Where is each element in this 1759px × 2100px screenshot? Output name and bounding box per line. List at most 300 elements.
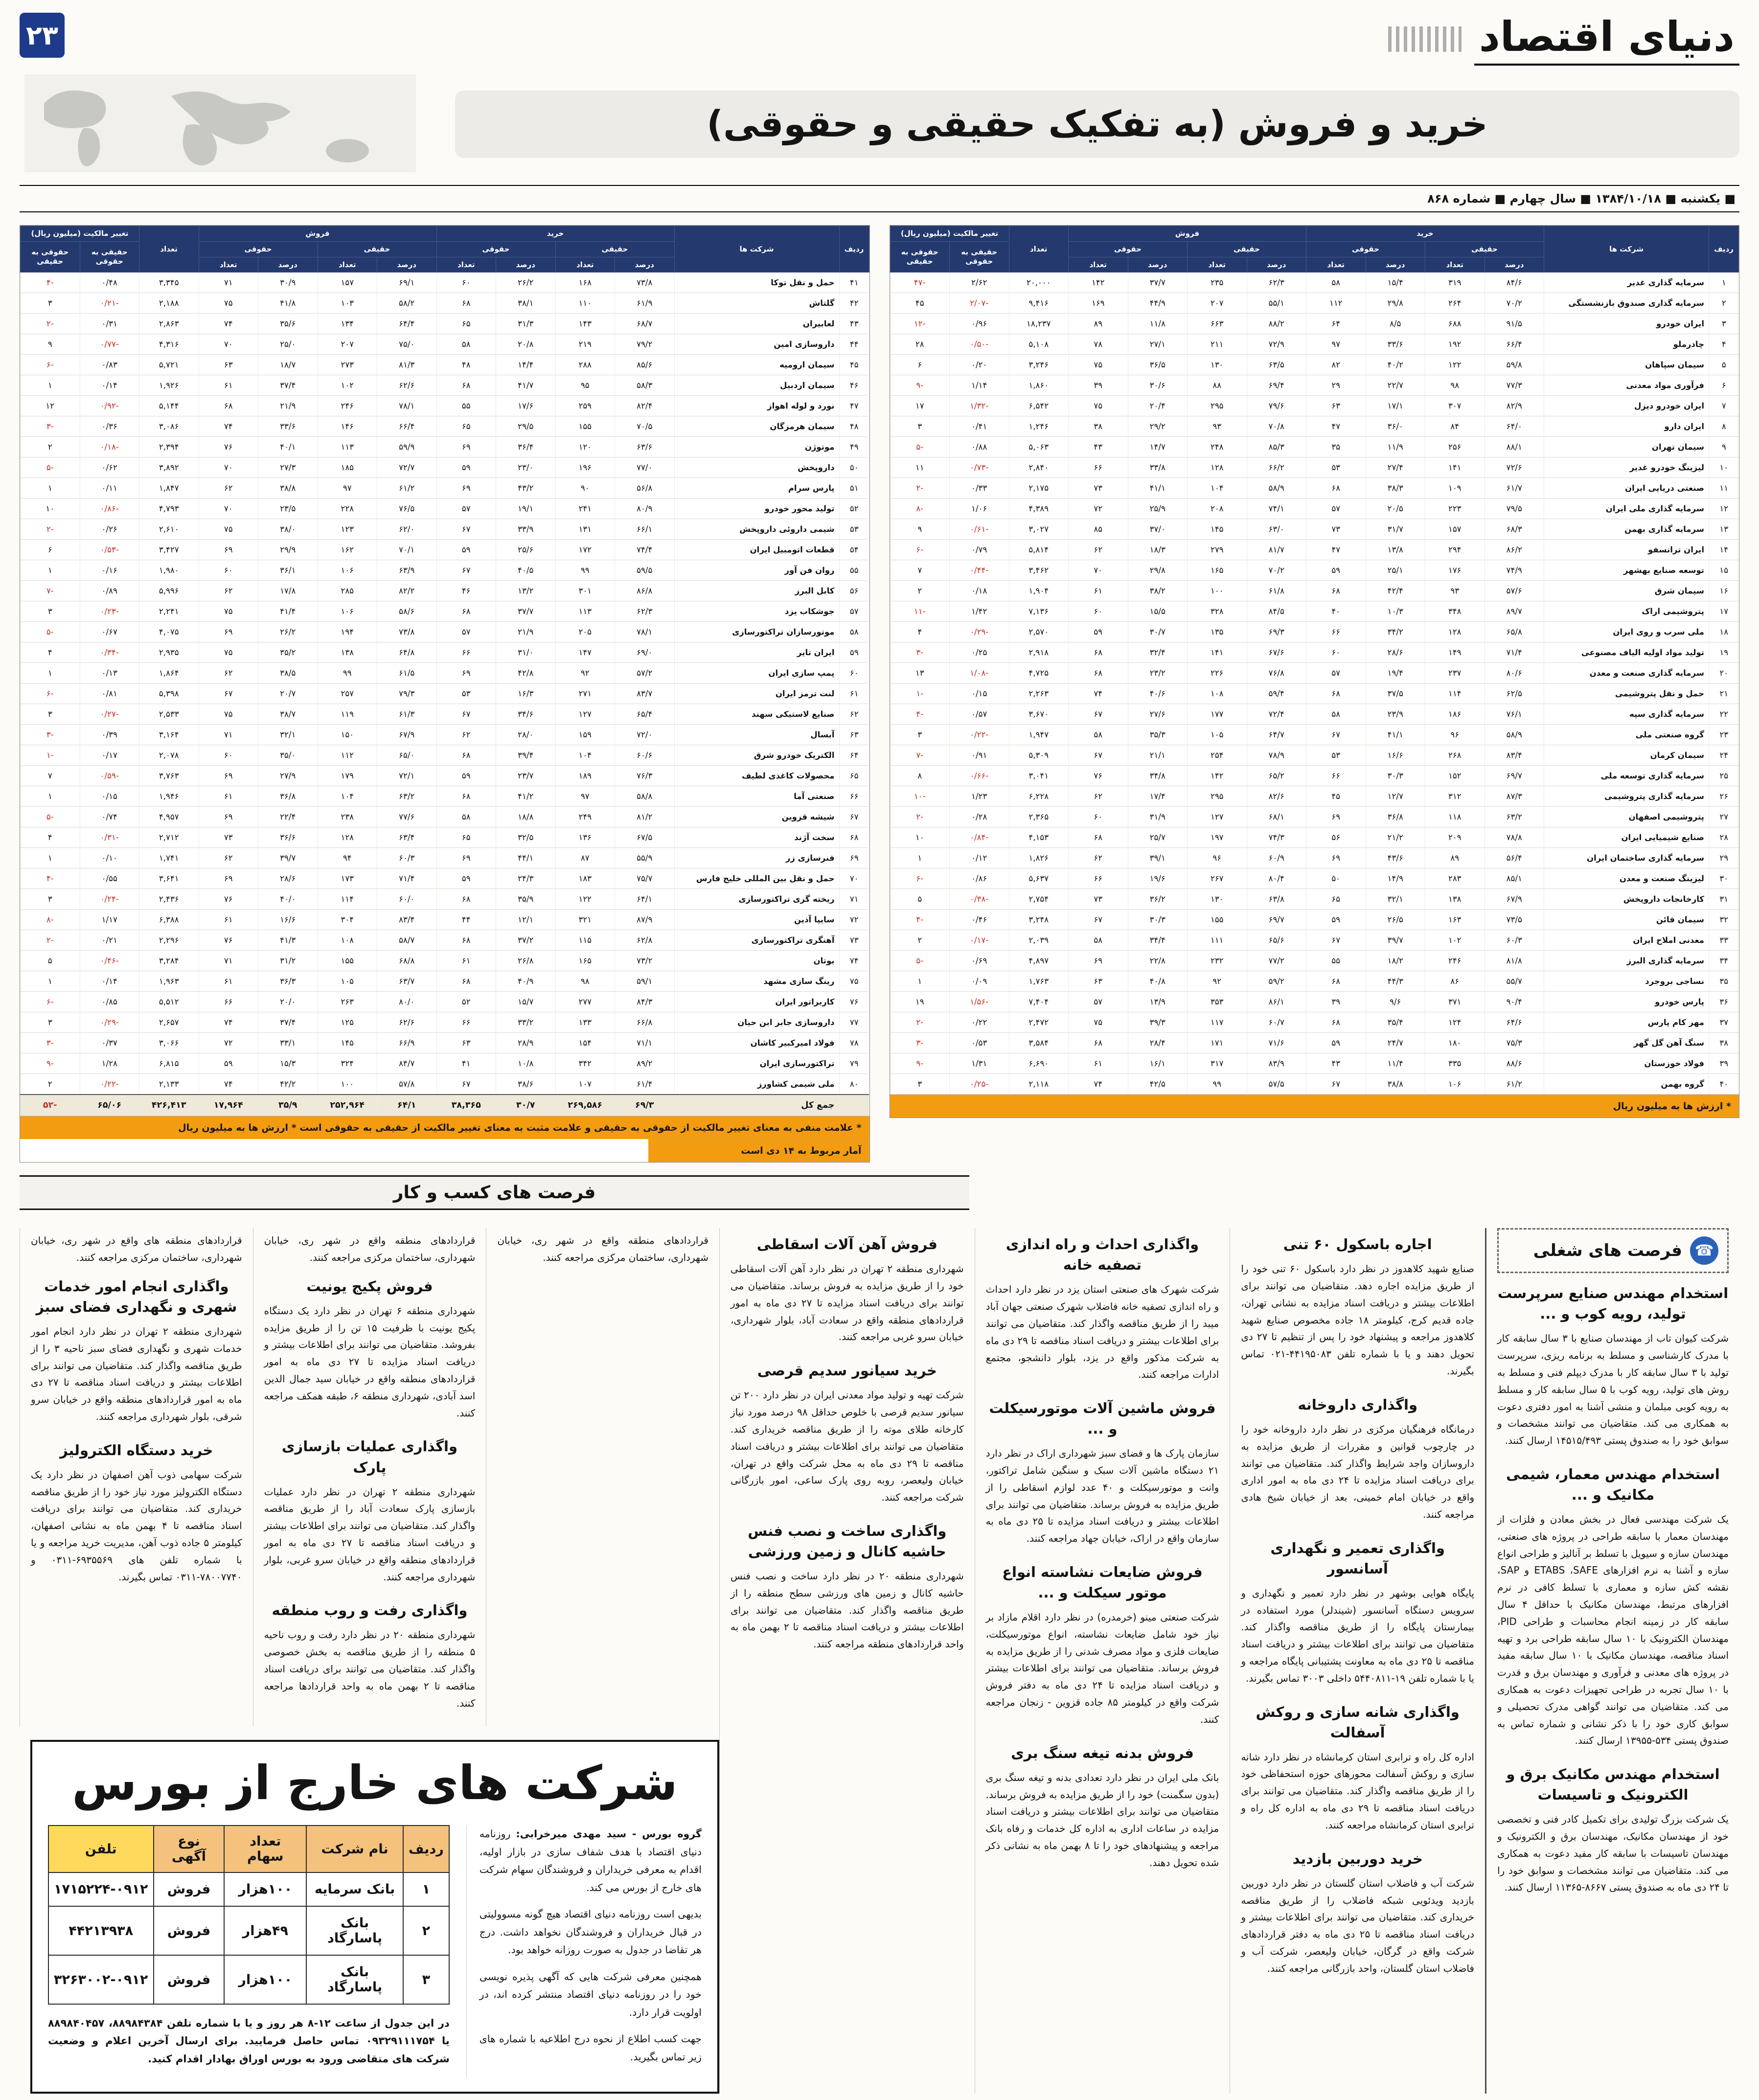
value-cell: ۳,۰۸۶ — [139, 416, 199, 437]
value-cell: فروش — [154, 1955, 225, 2004]
value-cell: ۰/۷۴ — [80, 807, 139, 827]
value-cell: ۵۷ — [839, 601, 869, 622]
value-cell: ۶۸/۱ — [1247, 807, 1306, 827]
value-cell: ۹۲ — [1188, 971, 1247, 992]
company-cell: سخت آژند — [674, 827, 839, 848]
ad-column — [1230, 1228, 1485, 2093]
table-row — [890, 437, 1739, 457]
value-cell: ۵,۳۰۹ — [1009, 745, 1069, 766]
value-cell: ۵۹ — [436, 868, 496, 889]
value-cell: ۲۹/۲ — [1128, 416, 1188, 437]
value-cell: ۱۶/۶ — [258, 910, 318, 930]
table-row — [890, 663, 1739, 684]
value-cell: ۲۴۹ — [555, 807, 615, 827]
value-cell: ۶۲ — [199, 478, 258, 499]
value-cell: ۶۹/۱ — [377, 273, 437, 293]
value-cell: -۲ — [21, 930, 80, 951]
value-cell: ۷۸ — [1069, 334, 1128, 355]
value-cell: ۵۶ — [839, 581, 869, 601]
value-cell: -۵ — [890, 951, 950, 971]
value-cell: ۵۹/۸ — [1485, 355, 1544, 375]
value-cell: ۶۷ — [1069, 704, 1128, 725]
value-cell: ۱,۷۶۳ — [1009, 971, 1069, 992]
value-cell: ۶۰/۰ — [377, 889, 437, 910]
value-cell: ۶,۸۱۵ — [139, 1053, 199, 1074]
column-header: ردیف — [839, 226, 869, 273]
value-cell: ۲۸/۰ — [496, 725, 556, 745]
value-cell: -۵ — [21, 807, 80, 827]
value-cell: ۴ — [890, 622, 950, 642]
value-cell: ۱۳۴ — [318, 314, 377, 334]
column-header: تغییر مالکیت (میلیون ریال) — [21, 226, 139, 242]
value-cell: ۱۶۳ — [1425, 910, 1485, 930]
value-cell: ۰/۸۵ — [80, 992, 139, 1012]
value-cell: ۳۰/۷ — [1128, 622, 1188, 642]
value-cell: ۱۵۵ — [318, 951, 377, 971]
column-header: تعداد — [436, 257, 496, 273]
value-cell: ۲۳۷ — [1425, 663, 1485, 684]
table-row — [890, 684, 1739, 704]
value-cell: ۶۶۳ — [1188, 314, 1247, 334]
value-cell: ۱۵۴ — [555, 1033, 615, 1053]
value-cell: ۵۷/۶ — [1485, 581, 1544, 601]
value-cell: ۱۳۰ — [1188, 889, 1247, 910]
value-cell: ۶,۳۸۸ — [139, 910, 199, 930]
value-cell: ۱۵۷ — [318, 273, 377, 293]
value-cell: ۶۳/۹ — [377, 560, 437, 581]
value-cell: ۲,۰۳۹ — [1009, 930, 1069, 951]
value-cell: ۶۳/۶ — [615, 437, 675, 457]
value-cell: ۱۷۱۵۲۲۴-۰۹۱۲ — [48, 1872, 154, 1906]
job-ad — [1497, 1464, 1729, 1749]
value-cell: ۰/۵۳ — [950, 1033, 1009, 1053]
ad-body: بانک ملی ایران در نظر دارد تعدادی بدنه و تیغه سنگ بری (بدون سگمنت) خود را از طریق مزایده به فروش برساند. متقاضیان می توانند برای اطلاعات بیشتر و دریافت اسناد مزایده در ساعات اداری به اداره کل خدمات و رفاه بانک مراجعه و پیشنهادهای خود را تا ۸ بهمن ماه به نشانی ذکر شده تحویل دهند. — [985, 1771, 1219, 1869]
value-cell: ۶۹ — [1069, 951, 1128, 971]
value-cell: ۲۶۷ — [1188, 868, 1247, 889]
value-cell: ۴۵ — [839, 355, 869, 375]
value-cell: ۳۳/۲ — [496, 1012, 556, 1033]
value-cell: ۳۶/۴ — [496, 437, 556, 457]
value-cell: ۳,۲۸۴ — [139, 951, 199, 971]
value-cell: ۲ — [890, 930, 950, 951]
value-cell: -۰/۸۴ — [950, 827, 1009, 848]
company-cell: سرمایه گذاری صندوق بازنشستگی — [1544, 293, 1709, 314]
value-cell: فروش — [154, 1872, 225, 1906]
value-cell: ۷۴/۱ — [1247, 499, 1306, 519]
value-cell: ۱۹۲ — [1425, 334, 1485, 355]
value-cell: ۱۴۹ — [1425, 642, 1485, 663]
ad-body: یک شرکت بزرگ تولیدی برای تکمیل کادر فنی و تخصصی خود از مهندسان مکانیک، مهندسان برق و الکترونیک و مهندسان تاسیسات با سابقه کار مفید دعوت به همکاری می کند. متقاضیان می توانند مشخصات و سوابق خود را تا ۲۴ دی ماه به صندوق پستی ۸۶۶۷-۱۱۳۶۵ ارسال کنند. — [1497, 1813, 1729, 1894]
value-cell: ۴۰ — [1306, 601, 1366, 622]
value-cell: ۵ — [21, 951, 80, 971]
value-cell: ۰/۳۶ — [80, 416, 139, 437]
value-cell: ۱۲۴ — [1425, 1012, 1485, 1033]
value-cell: ۲۷۷ — [555, 992, 615, 1012]
value-cell: ۷۵/۰ — [377, 334, 437, 355]
value-cell: ۳,۳۴۵ — [139, 273, 199, 293]
value-cell: ۵۸/۳ — [615, 375, 675, 396]
table-row — [21, 971, 869, 992]
value-cell: ۲,۸۴۰ — [1009, 457, 1069, 478]
value-cell: ۵ — [1709, 355, 1739, 375]
value-cell: ۲۰/۰ — [258, 992, 318, 1012]
value-cell: ۶۸/۸ — [377, 951, 437, 971]
value-cell: ۲۰۹ — [1425, 827, 1485, 848]
value-cell: ۳۳ — [1709, 930, 1739, 951]
value-cell: ۲۴۶ — [1425, 951, 1485, 971]
value-cell: -۸ — [890, 499, 950, 519]
value-cell: ۰/۱۱ — [80, 478, 139, 499]
value-cell: ۶۴/۸ — [377, 642, 437, 663]
company-cell: تولید محور خودرو — [674, 499, 839, 519]
value-cell: -۰/۲۵ — [950, 1074, 1009, 1095]
value-cell: ۳,۷۶۳ — [139, 766, 199, 786]
table-totals — [21, 1095, 869, 1116]
value-cell: ۶۳/۰ — [1247, 519, 1306, 540]
value-cell: ۴۹ — [839, 437, 869, 457]
bourse-headline: شرکت های خارج از بورس — [72, 1756, 678, 1811]
value-cell: ۹۷ — [318, 478, 377, 499]
value-cell: ۷۳/۸ — [615, 273, 675, 293]
column-header: حقیقی به حقوقی — [950, 241, 1009, 273]
value-cell: ۶۸ — [436, 601, 496, 622]
value-cell: ۱ — [1709, 273, 1739, 293]
value-cell: ۹۳ — [1188, 416, 1247, 437]
value-cell: ۵۷ — [1306, 499, 1366, 519]
value-cell: ۱,۸۶۴ — [139, 663, 199, 684]
table-row — [890, 622, 1739, 642]
company-cell: سیمان شرق — [1544, 581, 1709, 601]
value-cell: ۵۷/۸ — [377, 1074, 437, 1095]
classified-ad — [264, 1600, 476, 1712]
value-cell: ۳۶/۸ — [258, 786, 318, 807]
value-cell: ۶۶ — [436, 642, 496, 663]
value-cell: ۱۱۲ — [1306, 293, 1366, 314]
company-cell: پمپ سازی ایران — [674, 663, 839, 684]
value-cell: ۶۲/۳ — [1247, 273, 1306, 293]
company-cell: صنایع لاستیکی سهند — [674, 704, 839, 725]
value-cell: ۴۰/۵ — [496, 560, 556, 581]
value-cell: ۴۱/۸ — [258, 293, 318, 314]
value-cell: -۳ — [21, 725, 80, 745]
value-cell: ۷۶ — [1069, 766, 1128, 786]
value-cell: ۷۰/۲ — [1485, 293, 1544, 314]
company-cell: سرمایه گذاری ملی ایران — [1544, 499, 1709, 519]
value-cell: -۱/۵۶ — [950, 992, 1009, 1012]
value-cell: ۶۱/۲ — [377, 478, 437, 499]
column-header: خرید — [1306, 226, 1544, 242]
value-cell: ۱۰۵ — [318, 971, 377, 992]
value-cell: ۸۱/۸ — [1485, 951, 1544, 971]
value-cell: ۶۱/۸ — [1247, 581, 1306, 601]
value-cell: ۲۰۸ — [1188, 499, 1247, 519]
value-cell: ۹۱/۵ — [1485, 314, 1544, 334]
value-cell: ۶۰/۳ — [377, 848, 437, 868]
company-cell: گلتاش — [674, 293, 839, 314]
value-cell: ۶۶/۹ — [377, 1033, 437, 1053]
company-cell: گروه صنعتی ملی — [1544, 725, 1709, 745]
value-cell: ۶۸ — [436, 930, 496, 951]
value-cell: ۴۰/۸ — [1128, 971, 1188, 992]
company-cell: ایران خودرو دیزل — [1544, 396, 1709, 416]
column-header: ردیف — [1709, 226, 1739, 273]
value-cell: ۳ — [890, 725, 950, 745]
value-cell: -۰/۵۳ — [80, 540, 139, 560]
left-region — [20, 1228, 719, 2093]
value-cell: ۱۰۸ — [1188, 684, 1247, 704]
table-body — [21, 273, 869, 1095]
value-cell: -۰/۲۹ — [80, 1012, 139, 1033]
value-cell: ۶۳ — [1306, 396, 1366, 416]
value-cell: ۶۲ — [199, 663, 258, 684]
value-cell: ۳۵/۲ — [258, 642, 318, 663]
value-cell: ۵۹ — [1069, 622, 1128, 642]
value-cell: ۱۵/۴ — [1366, 273, 1425, 293]
value-cell: ۸۴ — [1425, 416, 1485, 437]
value-cell: ۹۹ — [318, 663, 377, 684]
value-cell: ۲۲۶ — [1188, 663, 1247, 684]
value-cell: ۵۷ — [1069, 992, 1128, 1012]
value-cell: ۶۲ — [1069, 848, 1128, 868]
value-cell: ۷۷/۶ — [377, 807, 437, 827]
column-header: حقوقی به حقیقی — [890, 241, 950, 273]
value-cell: ۶۸ — [436, 375, 496, 396]
value-cell: -۷ — [890, 745, 950, 766]
ad-body: صنایع شهید کلاهدوز در نظر دارد باسکول ۶۰ تنی خود را از طریق مزایده اجاره دهد. متقاضیان می توانند برای اطلاعات بیشتر و دریافت اسناد مزایده به نشانی تهران، جاده قدیم کرج، کیلومتر ۱۸ جاده مخصوص صنایع شهید کلاهدوز مراجعه و پیشنهاد خود را پس از تنظیم تا ۲۷ دی تحویل دهند و یا با شماره تلفن ۴۴۱۹۵۰۸۳-۰۲۱ تماس بگیرند. — [1241, 1263, 1474, 1377]
value-cell: ۲۸ — [1709, 827, 1739, 848]
value-cell: ۱,۹۰۴ — [1009, 581, 1069, 601]
value-cell: ۱ — [21, 663, 80, 684]
value-cell: ۳۴/۲ — [1366, 622, 1425, 642]
value-cell: ۷۴ — [199, 314, 258, 334]
value-cell: ۷ — [890, 560, 950, 581]
company-cell: لیزینگ صنعت و معدن — [1544, 868, 1709, 889]
column-header: تعداد — [1188, 257, 1247, 273]
table-row — [21, 725, 869, 745]
value-cell: ۸۴/۳ — [615, 992, 675, 1012]
value-cell: ۷۹/۳ — [377, 684, 437, 704]
value-cell: -۳ — [21, 416, 80, 437]
table-row — [21, 396, 869, 416]
value-cell: ۶,۵۴۲ — [1009, 396, 1069, 416]
value-cell: ۰/۸۹ — [80, 581, 139, 601]
value-cell: ۷۴ — [199, 1074, 258, 1095]
value-cell: ۳ — [21, 1012, 80, 1033]
value-cell: ۴۳ — [1069, 437, 1128, 457]
table-row — [890, 971, 1739, 992]
value-cell: -۳ — [21, 1033, 80, 1053]
value-cell: ۳۳/۸ — [1128, 457, 1188, 478]
value-cell: ۶۷ — [1069, 910, 1128, 930]
classified-ad — [1241, 1849, 1474, 1977]
value-cell: ۶۷ — [436, 1074, 496, 1095]
value-cell: ۲۸۸ — [555, 355, 615, 375]
value-cell: ۱,۹۸۰ — [139, 560, 199, 581]
value-cell: ۳,۰۴۱ — [1009, 766, 1069, 786]
value-cell: ۲,۱۳۳ — [139, 1074, 199, 1095]
value-cell: ۳۸,۳۶۵ — [436, 1095, 496, 1116]
value-cell: ۳۵ — [1306, 437, 1366, 457]
value-cell: ۳,۴۲۷ — [139, 540, 199, 560]
value-cell: ۳۹ — [1306, 992, 1366, 1012]
value-cell: ۵۹/۴ — [1247, 684, 1306, 704]
value-cell: ۱۲۷ — [1188, 807, 1247, 827]
value-cell: ۱۶۹ — [1069, 293, 1128, 314]
value-cell: ۳ — [21, 889, 80, 910]
value-cell: ۲ — [890, 581, 950, 601]
value-cell: ۷۰ — [1069, 560, 1128, 581]
value-cell: -۰/۳۴ — [80, 642, 139, 663]
value-cell: ۶۵/۸ — [1485, 622, 1544, 642]
value-cell: ۶۷ — [839, 807, 869, 827]
value-cell: ۰/۵۷ — [950, 704, 1009, 725]
classifieds-section — [0, 1167, 1759, 2100]
value-cell: ۲۲۸ — [318, 499, 377, 519]
value-cell: ۱۵ — [1709, 560, 1739, 581]
article-paragraph — [480, 1825, 702, 1896]
value-cell: ۱۹ — [890, 992, 950, 1012]
value-cell: ۷۸/۸ — [1485, 827, 1544, 848]
value-cell: ۲۵/۷ — [1128, 827, 1188, 848]
value-cell: ۲۳ — [1709, 725, 1739, 745]
column-header: حقیقی — [555, 241, 674, 257]
value-cell: ۱۴/۷ — [1128, 437, 1188, 457]
value-cell: ۷۲ — [199, 1033, 258, 1053]
value-cell: ۵۵ — [839, 560, 869, 581]
value-cell: ۷۰/۵ — [615, 416, 675, 437]
value-cell: ۶۲/۵ — [1485, 684, 1544, 704]
value-cell: ۳۲۴ — [318, 1053, 377, 1074]
ad-title: فروش ماشین آلات موتورسیکلت و ... — [989, 1400, 1216, 1438]
value-cell: ۶۸ — [436, 745, 496, 766]
value-cell: -۲ — [21, 314, 80, 334]
value-cell: -۰/۵۹ — [80, 766, 139, 786]
value-cell: ۶۲/۶ — [377, 375, 437, 396]
value-cell: ۶۰ — [1069, 601, 1128, 622]
value-cell: ۱ — [21, 848, 80, 868]
ad-body: شرکت شهرک های صنعتی استان یزد در نظر دارد احداث و راه اندازی تصفیه خانه فاضلاب شهرک صنعتی جهان آباد میبد را از طریق مناقصه واگذار کند. متقاضیان می توانند برای اطلاعات بیشتر و دریافت اسناد مناقصه تا ۲۹ دی ماه به شرکت مذکور واقع در یزد، بلوار دانشجو، مجتمع ادارات مراجعه کنند. — [985, 1283, 1219, 1381]
value-cell: ۴ — [1709, 334, 1739, 355]
value-cell: ۲۹ — [1306, 375, 1366, 396]
value-cell: ۹ — [21, 334, 80, 355]
value-cell: ۳۷/۷ — [496, 601, 556, 622]
value-cell: ۵۹ — [199, 1053, 258, 1074]
value-cell: ۰/۸۶ — [950, 868, 1009, 889]
value-cell: ۳۵/۹ — [496, 889, 556, 910]
value-cell: -۰/۲۹ — [950, 622, 1009, 642]
value-cell: ۴۴/۹ — [1128, 293, 1188, 314]
classified-ad — [1241, 1394, 1474, 1523]
value-cell: ۴۳ — [839, 314, 869, 334]
article-text: روزنامه دنیای اقتصاد با هدف شفاف سازی در بازار اولیه، اقدام به معرفی خریداران و فروشندگان سهام شرکت های خارج از بورس می کند. — [479, 1828, 702, 1894]
value-cell: ۲۱۹ — [555, 334, 615, 355]
column-header: شرکت ها — [674, 226, 839, 273]
column-header: فروش — [1069, 226, 1306, 242]
table-row — [48, 1955, 449, 2004]
value-cell: ۴۸ — [839, 416, 869, 437]
value-cell: ۴۴ — [436, 910, 496, 930]
value-cell: ۴۲/۵ — [1128, 1074, 1188, 1095]
value-cell: ۹۸ — [555, 971, 615, 992]
value-cell: -۶ — [890, 540, 950, 560]
company-cell: مهر کام پارس — [1544, 1012, 1709, 1033]
job-ad — [1497, 1283, 1729, 1449]
classified-ad — [986, 1743, 1219, 1872]
value-cell: ۲۰ — [1709, 663, 1739, 684]
value-cell: ۶۳/۷ — [377, 971, 437, 992]
value-cell: ۰/۳۳ — [950, 478, 1009, 499]
value-cell: ۱۹۴ — [318, 622, 377, 642]
company-cell: آهنگری تراکتورسازی — [674, 930, 839, 951]
jobs-header-label: فرصت های شغلی — [1533, 1241, 1682, 1261]
value-cell: ۳۲۸ — [1188, 601, 1247, 622]
value-cell: ۱۴۱ — [1188, 642, 1247, 663]
column-header: حقوقی — [436, 241, 555, 257]
value-cell: ۳۷/۰ — [1128, 519, 1188, 540]
value-cell: ۷ — [1709, 396, 1739, 416]
value-cell: ۲۴۸ — [1188, 437, 1247, 457]
value-cell: ۴۷ — [1306, 416, 1366, 437]
value-cell: ۵۰ — [839, 457, 869, 478]
value-cell: ۱۴/۴ — [496, 355, 556, 375]
value-cell: ۷ — [21, 766, 80, 786]
value-cell: ۱۰۹ — [1425, 478, 1485, 499]
table-row — [21, 1033, 869, 1053]
company-cell: لنت ترمز ایران — [674, 684, 839, 704]
table-row — [890, 334, 1739, 355]
value-cell: ۶۴ — [839, 745, 869, 766]
value-cell: ۳۴۸ — [1425, 601, 1485, 622]
column-header: ردیف — [403, 1826, 449, 1872]
table-row — [890, 745, 1739, 766]
table-row — [890, 827, 1739, 848]
value-cell: ۲۵۴ — [1188, 745, 1247, 766]
value-cell: ۳۹/۴ — [496, 745, 556, 766]
company-cell: کاربراتور ایران — [674, 992, 839, 1012]
table-row — [21, 273, 869, 293]
value-cell: ۷۲/۴ — [1247, 704, 1306, 725]
value-cell: ۶۸ — [1069, 663, 1128, 684]
bourse-footer: در این جدول از ساعت ۱۲-۸ هر روز و یا با شماره تلفن ۸۸۹۸۴۳۸۴، ۸۸۹۸۴۰۴۵۷ یا ۰۹۳۲۹۱۱۱۷۵۴ تماس حاصل فرمایید. برای ارسال آخرین اعلام و وضعیت شرکت های متقاضی ورود به بورس اوراق بهادار اقدام کنید. — [47, 2017, 450, 2065]
value-cell: ۷۹/۶ — [1247, 396, 1306, 416]
value-cell: ۱۰۲ — [318, 375, 377, 396]
company-cell: سیمان قائن — [1544, 910, 1709, 930]
value-cell: ۷۹/۲ — [615, 334, 675, 355]
value-cell: -۳ — [890, 642, 950, 663]
value-cell: ۱۲۰ — [555, 437, 615, 457]
value-cell: ۶۰/۷ — [1247, 1012, 1306, 1033]
value-cell: ۱۴۲ — [1188, 766, 1247, 786]
column-header: خرید — [436, 226, 674, 242]
value-cell: ۲۵۹ — [555, 396, 615, 416]
value-cell: -۰/۹۲ — [80, 396, 139, 416]
value-cell: ۱۸۶ — [1425, 704, 1485, 725]
value-cell: ۱۳۵ — [1188, 622, 1247, 642]
company-cell: ایران خودرو — [1544, 314, 1709, 334]
value-cell: ۱۳۸ — [318, 642, 377, 663]
table-row — [21, 293, 869, 314]
value-cell: ۳,۶۷۰ — [1009, 704, 1069, 725]
value-cell: ۷,۱۳۶ — [1009, 601, 1069, 622]
value-cell: ۴۲/۴ — [1366, 581, 1425, 601]
value-cell: ۴۱/۲ — [496, 786, 556, 807]
value-cell: -۰/۲۳ — [80, 601, 139, 622]
company-cell: موتوژن — [674, 437, 839, 457]
value-cell: ۳۷ — [1709, 1012, 1739, 1033]
value-cell: ۵,۱۴۴ — [139, 396, 199, 416]
table-row — [890, 807, 1739, 827]
value-cell: ۰/۱۵ — [950, 684, 1009, 704]
